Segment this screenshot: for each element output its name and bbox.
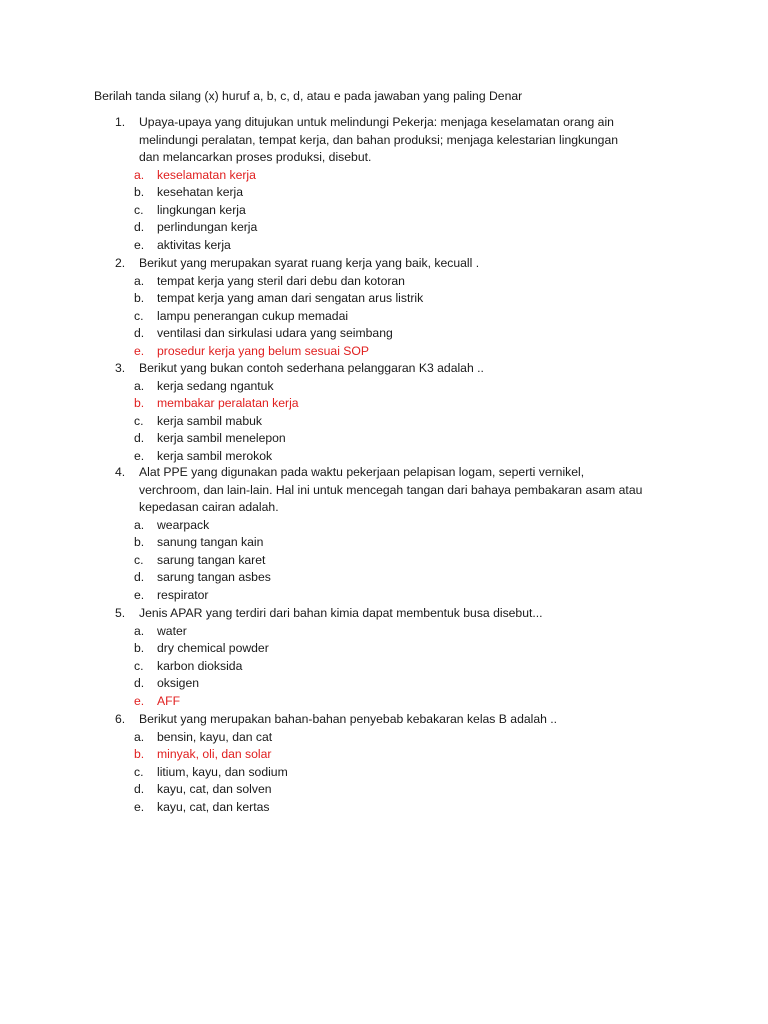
option-text: bensin, kayu, dan cat [157, 729, 273, 744]
option-text: kerja sambil menelepon [157, 431, 286, 445]
option-letter: e. [134, 237, 145, 252]
option-letter: d. [134, 676, 145, 690]
option-letter: a. [134, 517, 145, 532]
option-letter: d. [134, 220, 145, 234]
option-letter: e. [134, 693, 145, 708]
option-letter: e. [134, 587, 145, 602]
question-number: 4. [115, 465, 126, 479]
option-letter: c. [134, 552, 144, 567]
option-text: kerja sambil mabuk [157, 413, 262, 428]
option-text: tempat kerja yang steril dari debu dan kotoran [157, 273, 405, 288]
option-letter: e. [134, 343, 145, 358]
answer-option-text: minyak, oli, dan solar [157, 747, 272, 761]
option-letter: d. [134, 431, 145, 445]
option-letter: a. [134, 729, 145, 744]
option-text: oksigen [157, 676, 200, 690]
option-text: aktivitas kerja [157, 237, 231, 252]
question-text-line: Jenis APAR yang terdiri dari bahan kimia dapat membentuk busa disebut... [139, 606, 543, 620]
option-text: sanung tangan kain [157, 535, 264, 549]
option-letter: c. [134, 413, 144, 428]
option-letter: c. [134, 658, 144, 673]
answer-option-text: AFF [157, 693, 181, 708]
option-letter: d. [134, 326, 145, 340]
option-letter: a. [134, 167, 145, 182]
option-text: karbon dioksida [157, 658, 243, 673]
option-text: kayu, cat, dan kertas [157, 799, 270, 814]
option-text: kerja sambil merokok [157, 448, 273, 463]
instruction-text: Berilah tanda silang (x) huruf a, b, c, d, atau e pada jawaban yang paling Denar [94, 89, 523, 103]
option-text: ventilasi dan sirkulasi udara yang seimbang [157, 326, 393, 340]
question-number: 5. [115, 606, 126, 620]
option-letter: b. [134, 747, 145, 761]
question-text-line: melindungi peralatan, tempat kerja, dan bahan produksi; menjaga kelestarian lingkungan [139, 132, 619, 147]
option-letter: e. [134, 448, 145, 463]
answer-option-text: keselamatan kerja [157, 167, 256, 182]
option-text: lampu penerangan cukup memadai [157, 308, 349, 323]
option-letter: e. [134, 799, 145, 814]
option-text: respirator [157, 587, 209, 602]
option-text: sarung tangan asbes [157, 570, 271, 584]
question-text-line: verchroom, dan lain-lain. Hal ini untuk mencegah tangan dari bahaya pembakaran asam atau [139, 482, 643, 497]
option-letter: d. [134, 782, 145, 796]
answer-option-text: membakar peralatan kerja [157, 396, 299, 410]
option-letter: b. [134, 291, 145, 305]
option-letter: a. [134, 378, 145, 393]
option-text: kesehatan kerja [157, 185, 244, 199]
question-number: 1. [115, 115, 126, 129]
option-text: water [157, 623, 187, 638]
option-letter: c. [134, 308, 144, 323]
option-text: dry chemical powder [157, 641, 269, 655]
question-text-line: Upaya-upaya yang ditujukan untuk melindungi Pekerja: menjaga keselamatan orang ain [139, 115, 614, 129]
question-text-line: Berikut yang bukan contoh sederhana pelanggaran K3 adalah .. [139, 361, 484, 375]
question-text-line: dan melancarkan proses produksi, disebut. [139, 150, 372, 164]
option-letter: d. [134, 570, 145, 584]
option-text: perlindungan kerja [157, 220, 258, 234]
option-text: tempat kerja yang aman dari sengatan arus listrik [157, 291, 424, 305]
option-text: sarung tangan karet [157, 552, 266, 567]
question-number: 3. [115, 361, 126, 375]
option-text: wearpack [157, 517, 210, 532]
option-text: kayu, cat, dan solven [157, 782, 272, 796]
option-letter: b. [134, 396, 145, 410]
question-number: 6. [115, 712, 126, 726]
option-letter: a. [134, 273, 145, 288]
option-text: lingkungan kerja [157, 202, 246, 217]
question-text-line: Berikut yang merupakan bahan-bahan penyebab kebakaran kelas B adalah .. [139, 712, 558, 726]
question-text-line: kepedasan cairan adalah. [139, 500, 279, 514]
option-letter: b. [134, 185, 145, 199]
option-letter: a. [134, 623, 145, 638]
option-letter: c. [134, 202, 144, 217]
option-letter: b. [134, 641, 145, 655]
question-text-line: Alat PPE yang digunakan pada waktu pekerjaan pelapisan logam, seperti vernikel, [139, 465, 585, 479]
option-letter: c. [134, 764, 144, 779]
question-number: 2. [115, 256, 126, 270]
question-text-line: Berikut yang merupakan syarat ruang kerja yang baik, kecuall . [139, 256, 480, 270]
option-letter: b. [134, 535, 145, 549]
option-text: litium, kayu, dan sodium [157, 764, 288, 779]
answer-option-text: prosedur kerja yang belum sesuai SOP [157, 343, 370, 358]
option-text: kerja sedang ngantuk [157, 378, 274, 393]
